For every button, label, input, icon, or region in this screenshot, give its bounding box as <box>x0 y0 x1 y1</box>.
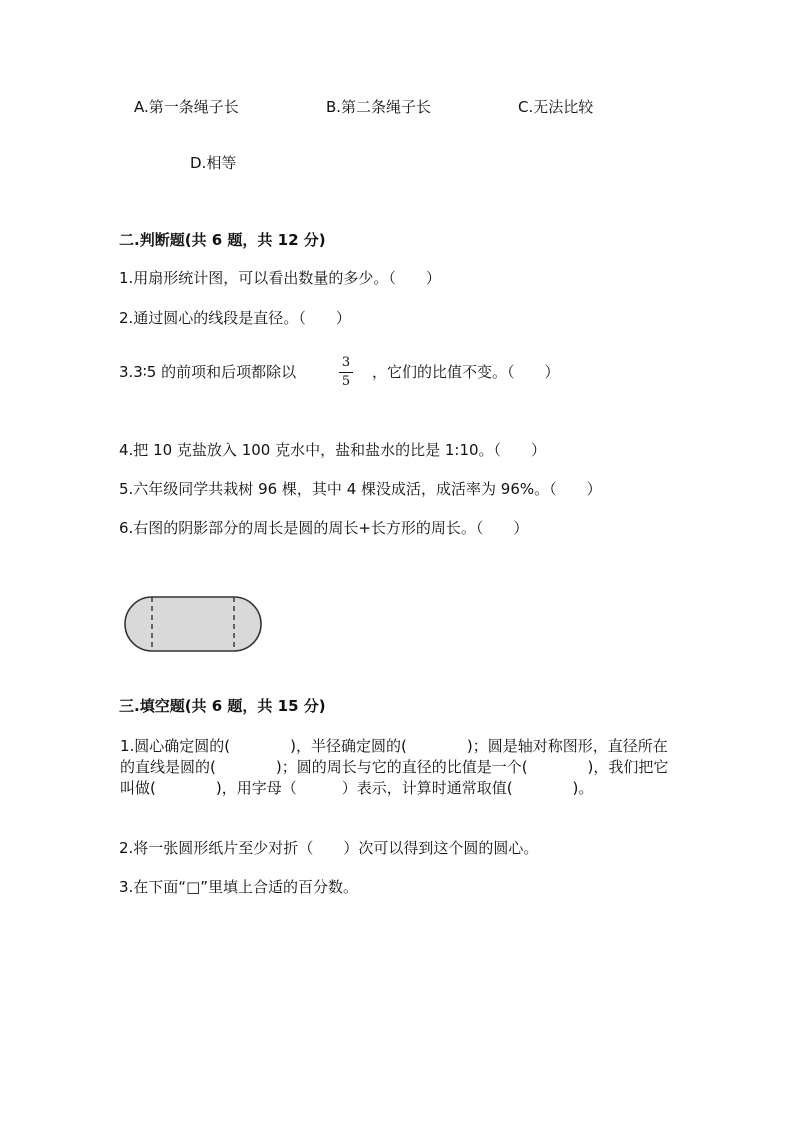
option-a: A.第一条绳子长 <box>134 98 239 116</box>
option-c: C.无法比较 <box>518 98 594 116</box>
fraction-bar <box>339 372 353 373</box>
question-2-1: 1.用扇形统计图，可以看出数量的多少。（ ） <box>119 269 441 287</box>
question-2-5: 5.六年级同学共栽树 96 棵，其中 4 棵没成活，成活率为 96%。（ ） <box>119 480 602 498</box>
shaded-figure <box>122 594 266 654</box>
section-2-title: 二.判断题(共 6 题，共 12 分) <box>119 231 326 249</box>
question-3-1: 1.圆心确定圆的( )，半径确定圆的( )；圆是轴对称图形，直径所在的直线是圆的( )；圆的周长与它的直径的比值是一个( )，我们把它叫做( )，用字母（ ）表示，计算时通常取值( )。 <box>120 737 669 797</box>
capsule-shape <box>125 597 261 651</box>
question-2-3-before: 3.3∶5 的前项和后项都除以 <box>119 363 297 381</box>
question-2-2: 2.通过圆心的线段是直径。（ ） <box>119 309 351 327</box>
fraction-three-fifths <box>338 356 354 389</box>
question-3-2: 2.将一张圆形纸片至少对折（ ）次可以得到这个圆的圆心。 <box>119 839 539 857</box>
question-3-3: 3.在下面“□”里填上合适的百分数。 <box>119 878 359 896</box>
question-2-4: 4.把 10 克盐放入 100 克水中，盐和盐水的比是 1:10。（ ） <box>119 441 547 459</box>
question-2-3-after: ，它们的比值不变。（ ） <box>372 363 560 381</box>
option-b: B.第二条绳子长 <box>326 98 432 116</box>
fraction-numerator: 3 <box>341 355 351 370</box>
fraction-denominator: 5 <box>341 374 351 389</box>
question-2-6: 6.右图的阴影部分的周长是圆的周长+长方形的周长。（ ） <box>119 519 529 537</box>
option-d: D.相等 <box>190 154 237 172</box>
section-3-title: 三.填空题(共 6 题，共 15 分) <box>119 697 326 715</box>
